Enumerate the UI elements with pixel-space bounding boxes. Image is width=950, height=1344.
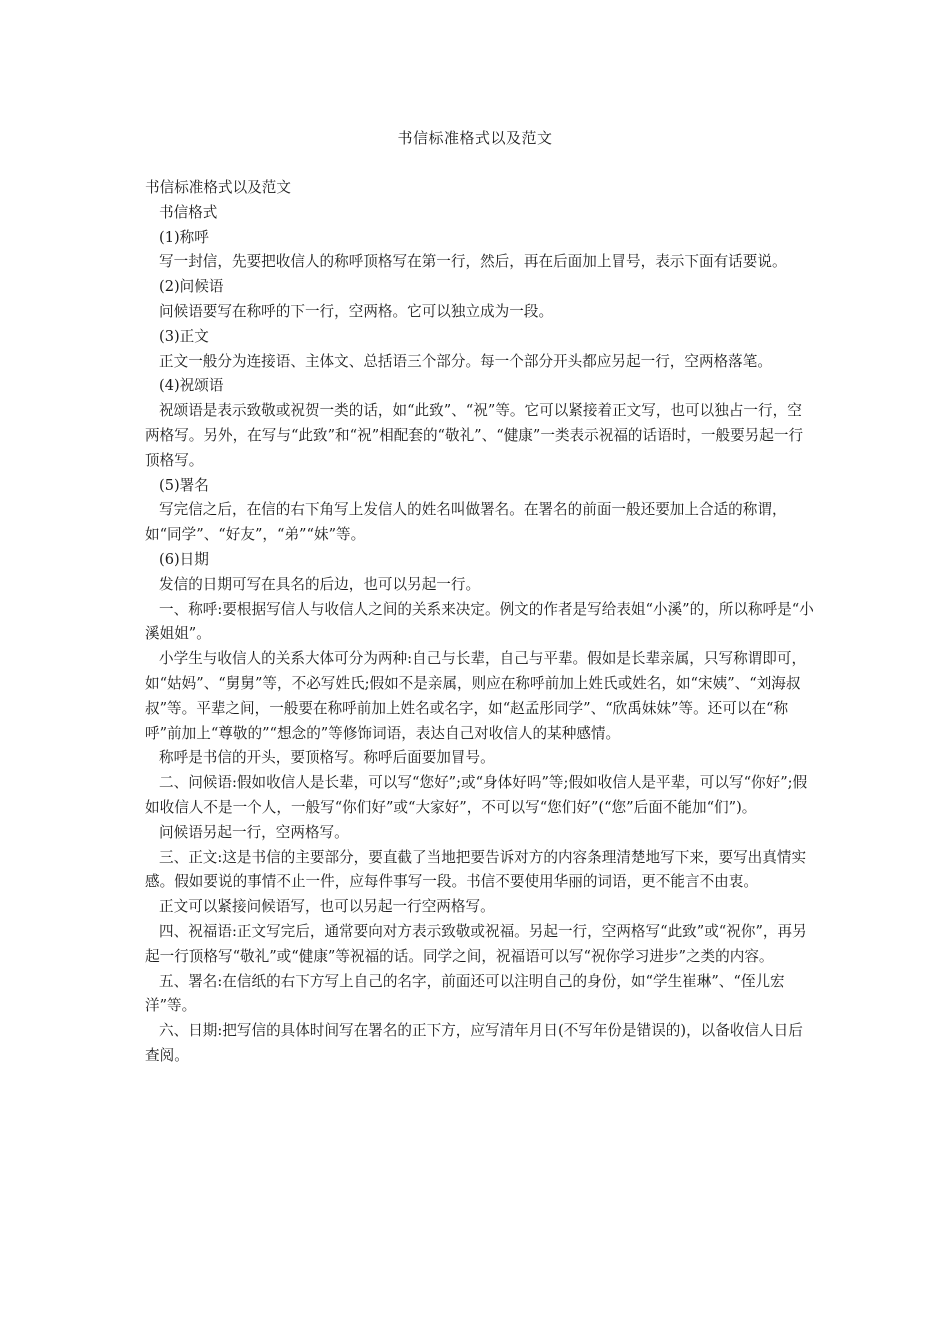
- document-title: 书信标准格式以及范文: [397, 129, 553, 147]
- paragraph: 四、祝福语:正文写完后，通常要向对方表示致敬或祝福。另起一行，空两格写“此致”或“祝你”，再另起一行顶格写“敬礼”或“健康”等祝福的话。同学之间，祝福语可以写“祝你学习进步”之类的内容。: [145, 922, 807, 965]
- paragraph: 问候语要写在称呼的下一行，空两格。它可以独立成为一段。: [159, 302, 554, 320]
- section-heading: (4)祝颂语: [159, 377, 224, 395]
- paragraph: 一、称呼:要根据写信人与收信人之间的关系来决定。例文的作者是写给表姐“小溪”的，所以称呼是“小溪姐姐”。: [145, 600, 814, 643]
- paragraph: 发信的日期可写在具名的后边，也可以另起一行。: [159, 575, 481, 593]
- paragraph: 问候语另起一行，空两格写。: [159, 823, 349, 841]
- paragraph: 称呼是书信的开头，要顶格写。称呼后面要加冒号。: [159, 749, 495, 767]
- section-heading: (5)署名: [159, 476, 209, 494]
- paragraph: 六、日期:把写信的具体时间写在署名的正下方，应写清年月日(不写年份是错误的)，以备收信人日后查阅。: [145, 1022, 803, 1064]
- document-body: [145, 176, 815, 1069]
- paragraph: 正文一般分为连接语、主体文、总括语三个部分。每一个部分开头都应另起一行，空两格落笔。: [159, 352, 772, 370]
- paragraph: 三、正文:这是书信的主要部分，要直截了当地把要告诉对方的内容条理清楚地写下来，要写出真情实感。假如要说的事情不止一件，应每件事写一段。书信不要使用华丽的词语，更不能言不由衷。: [145, 848, 807, 891]
- paragraph: 写一封信，先要把收信人的称呼顶格写在第一行，然后，再在后面加上冒号，表示下面有话要说。: [159, 253, 787, 271]
- section-heading: (2)问候语: [159, 278, 224, 296]
- paragraph: 书信标准格式以及范文: [145, 179, 291, 196]
- paragraph: 小学生与收信人的关系大体可分为两种:自己与长辈，自己与平辈。假如是长辈亲属，只写称谓即可，如“姑妈”、“舅舅”等，不必写姓氏;假如不是亲属，则应在称呼前加上姓氏或姓名，如“宋姨”、“刘海叔叔”等。平辈之间，一般要在称呼前加上姓名或名字，如“赵孟彤同学”、“欣禹妹妹”等。还可以在“称呼”前加上“尊敬的”“想念的”等修饰词语，表达自己对收信人的某种感情。: [145, 650, 807, 742]
- section-heading: (6)日期: [159, 550, 209, 568]
- paragraph: 二、问候语:假如收信人是长辈，可以写“您好”;或“身体好吗”等;假如收信人是平辈，可以写“你好”;假如收信人不是一个人，一般写“你们好”或“大家好”，不可以写“您们好”(“您”后面不能加“们”)。: [145, 774, 808, 816]
- paragraph: 写完信之后，在信的右下角写上发信人的姓名叫做署名。在署名的前面一般还要加上合适的称谓，如“同学”、“好友”，“弟”“妹”等。: [145, 501, 787, 544]
- section-heading: (3)正文: [159, 327, 209, 345]
- paragraph: 祝颂语是表示致敬或祝贺一类的话，如“此致”、“祝”等。它可以紧接着正文写，也可以独占一行，空两格写。另外，在写与“此致”和“祝”相配套的“敬礼”、“健康”一类表示祝福的话语时，一般要另起一行顶格写。: [145, 402, 804, 469]
- section-heading: 书信格式: [159, 203, 218, 221]
- section-heading: (1)称呼: [159, 228, 209, 246]
- paragraph: 五、署名:在信纸的右下方写上自己的名字，前面还可以注明自己的身份，如“学生崔琳”、“侄儿宏洋”等。: [145, 972, 785, 1015]
- paragraph: 正文可以紧接问候语写，也可以另起一行空两格写。: [159, 898, 495, 916]
